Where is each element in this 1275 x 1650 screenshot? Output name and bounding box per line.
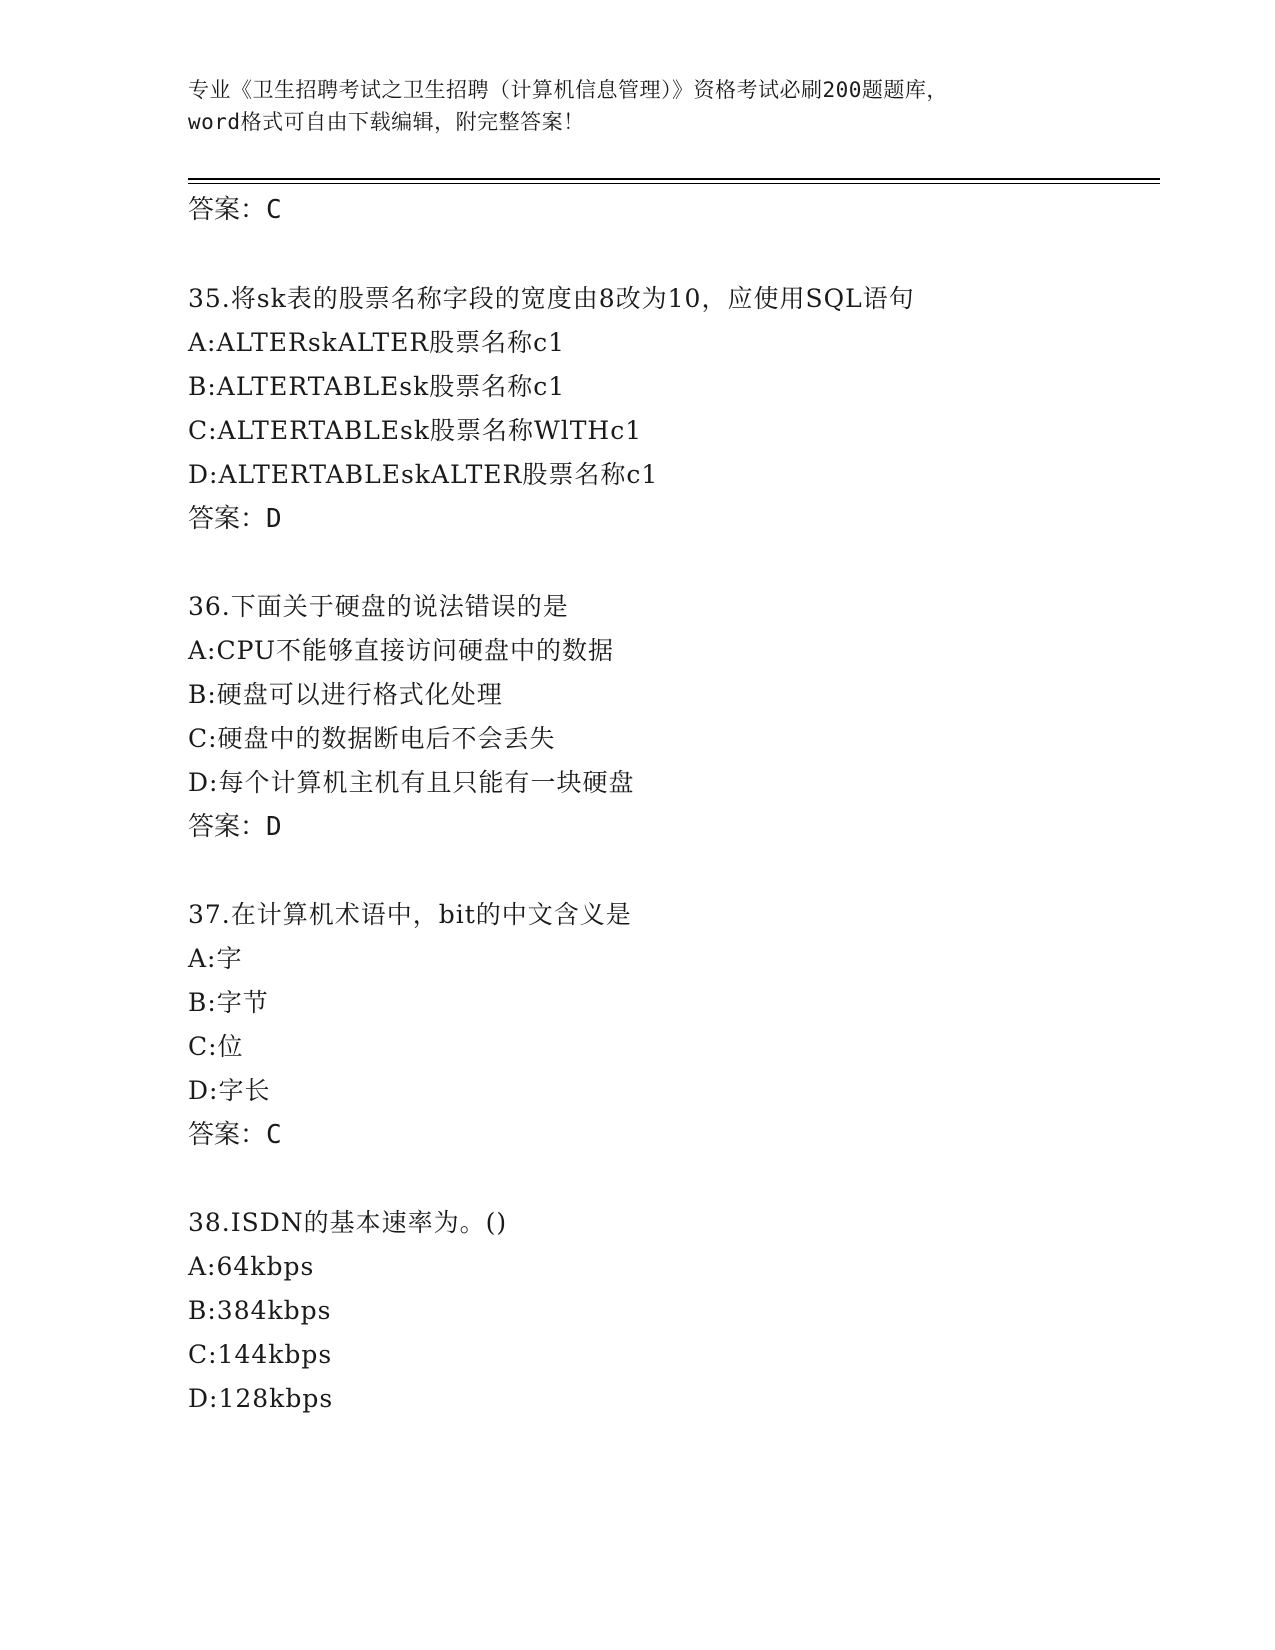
- question-38-option-b: B:384kbps: [188, 1296, 332, 1325]
- question-38-option-d: D:128kbps: [188, 1384, 334, 1413]
- question-36-option-a: A:CPU不能够直接访问硬盘中的数据: [188, 636, 615, 665]
- question-37-option-d: D:字长: [188, 1076, 271, 1105]
- page-header: [188, 74, 1088, 138]
- header-rule-thin: [188, 183, 1160, 184]
- question-38-option-a: A:64kbps: [188, 1252, 315, 1281]
- question-36-option-b: B:硬盘可以进行格式化处理: [188, 680, 503, 709]
- question-38-stem: 38.ISDN的基本速率为。(): [188, 1208, 508, 1237]
- question-36-option-c: C:硬盘中的数据断电后不会丢失: [188, 724, 556, 753]
- question-36-option-d: D:每个计算机主机有且只能有一块硬盘: [188, 768, 635, 797]
- header-line-1: 专业《卫生招聘考试之卫生招聘（计算机信息管理）》资格考试必刷200题题库，: [188, 78, 948, 102]
- question-37-stem: 37.在计算机术语中，bit的中文含义是: [188, 900, 632, 929]
- question-35-option-b: B:ALTERTABLEsk股票名称c1: [188, 372, 566, 401]
- question-35-stem: 35.将sk表的股票名称字段的宽度由8改为10，应使用SQL语句: [188, 284, 915, 313]
- header-line-2: word格式可自由下载编辑，附完整答案！: [188, 110, 585, 134]
- question-36-stem: 36.下面关于硬盘的说法错误的是: [188, 592, 569, 621]
- header-rule-thick: [188, 178, 1160, 180]
- question-36-answer: 答案：D: [188, 812, 282, 842]
- question-35-option-d: D:ALTERTABLEskALTER股票名称c1: [188, 460, 659, 489]
- question-37-option-b: B:字节: [188, 988, 269, 1017]
- question-37-answer: 答案：C: [188, 1120, 282, 1150]
- question-37-option-a: A:字: [188, 944, 243, 973]
- previous-answer: 答案：C: [188, 195, 282, 225]
- question-35-option-a: A:ALTERskALTER股票名称c1: [188, 328, 566, 357]
- question-37-option-c: C:位: [188, 1032, 244, 1061]
- question-35-option-c: C:ALTERTABLEsk股票名称WlTHc1: [188, 416, 643, 445]
- question-38-option-c: C:144kbps: [188, 1340, 333, 1369]
- question-35-answer: 答案：D: [188, 504, 282, 534]
